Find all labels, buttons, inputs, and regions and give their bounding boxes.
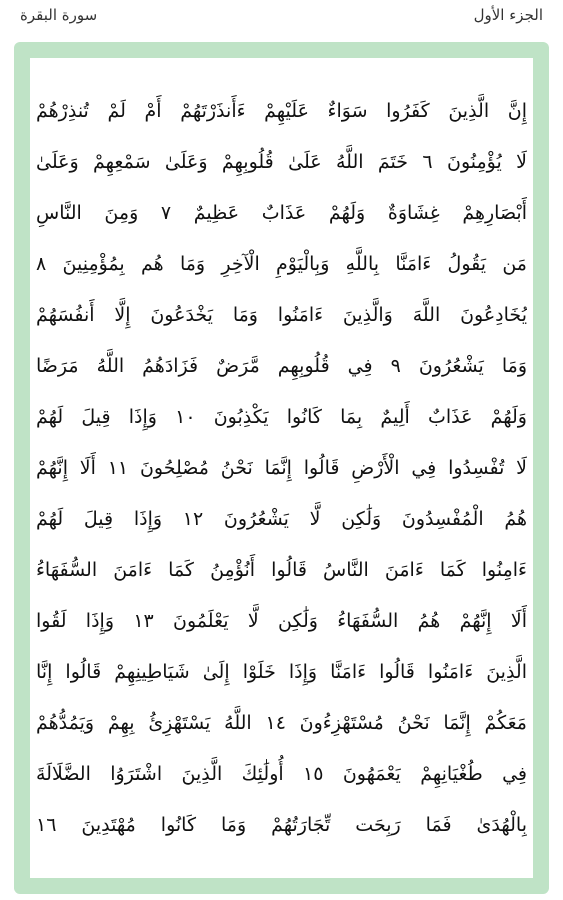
verse-line: إِنَّ الَّذِينَ كَفَرُوا سَوَاءٌ عَلَيْهِمْ ءَأَنذَرْتَهُمْ أَمْ لَمْ تُنذِرْهُمْ: [36, 100, 527, 122]
verse-line: هُمُ الْمُفْسِدُونَ وَلَٰكِن لَّا يَشْعُرُونَ ١٢ وَإِذَا قِيلَ لَهُمْ: [36, 508, 527, 530]
mushaf-page: [30, 58, 533, 878]
juz-title: الجزء الأول: [473, 6, 543, 24]
verse-line: وَمَا يَشْعُرُونَ ٩ فِي قُلُوبِهِم مَّرَضٌ فَزَادَهُمُ اللَّهُ مَرَضًا: [36, 355, 527, 377]
verse-line: الَّذِينَ ءَامَنُوا قَالُوا ءَامَنَّا وَإِذَا خَلَوْا إِلَىٰ شَيَاطِينِهِمْ قَالُوا إِنَّا: [36, 661, 527, 683]
verse-line: فِي طُغْيَانِهِمْ يَعْمَهُونَ ١٥ أُولَٰئِكَ الَّذِينَ اشْتَرَوُا الضَّلَالَةَ: [36, 763, 527, 785]
verse-line: ءَامِنُوا كَمَا ءَامَنَ النَّاسُ قَالُوا أَنُؤْمِنُ كَمَا ءَامَنَ السُّفَهَاءُ: [36, 559, 527, 581]
page-header: [0, 0, 563, 40]
verse-line: لَا تُفْسِدُوا فِي الْأَرْضِ قَالُوا إِنَّمَا نَحْنُ مُصْلِحُونَ ١١ أَلَا إِنَّهُمْ: [36, 457, 527, 479]
verse-line: أَلَا إِنَّهُمْ هُمُ السُّفَهَاءُ وَلَٰكِن لَّا يَعْلَمُونَ ١٣ وَإِذَا لَقُوا: [36, 610, 527, 632]
verse-line: مَن يَقُولُ ءَامَنَّا بِاللَّهِ وَبِالْيَوْمِ الْآخِرِ وَمَا هُم بِمُؤْمِنِينَ ٨: [36, 253, 527, 275]
verse-line: يُخَادِعُونَ اللَّهَ وَالَّذِينَ ءَامَنُوا وَمَا يَخْدَعُونَ إِلَّا أَنفُسَهُمْ: [36, 304, 527, 326]
verse-line: وَلَهُمْ عَذَابٌ أَلِيمٌ بِمَا كَانُوا يَكْذِبُونَ ١٠ وَإِذَا قِيلَ لَهُمْ: [36, 406, 527, 428]
verse-line: أَبْصَارِهِمْ غِشَاوَةٌ وَلَهُمْ عَذَابٌ عَظِيمٌ ٧ وَمِنَ النَّاسِ: [36, 202, 527, 224]
verse-line: لَا يُؤْمِنُونَ ٦ خَتَمَ اللَّهُ عَلَىٰ قُلُوبِهِمْ وَعَلَىٰ سَمْعِهِمْ وَعَلَىٰ: [36, 151, 527, 173]
surah-title: سورة البقرة: [20, 6, 98, 24]
verse-line: بِالْهُدَىٰ فَمَا رَبِحَت تِّجَارَتُهُمْ وَمَا كَانُوا مُهْتَدِينَ ١٦: [36, 814, 527, 836]
verse-lines: [36, 86, 527, 851]
verse-line: مَعَكُمْ إِنَّمَا نَحْنُ مُسْتَهْزِءُونَ ١٤ اللَّهُ يَسْتَهْزِئُ بِهِمْ وَيَمُدُّهُمْ: [36, 712, 527, 734]
